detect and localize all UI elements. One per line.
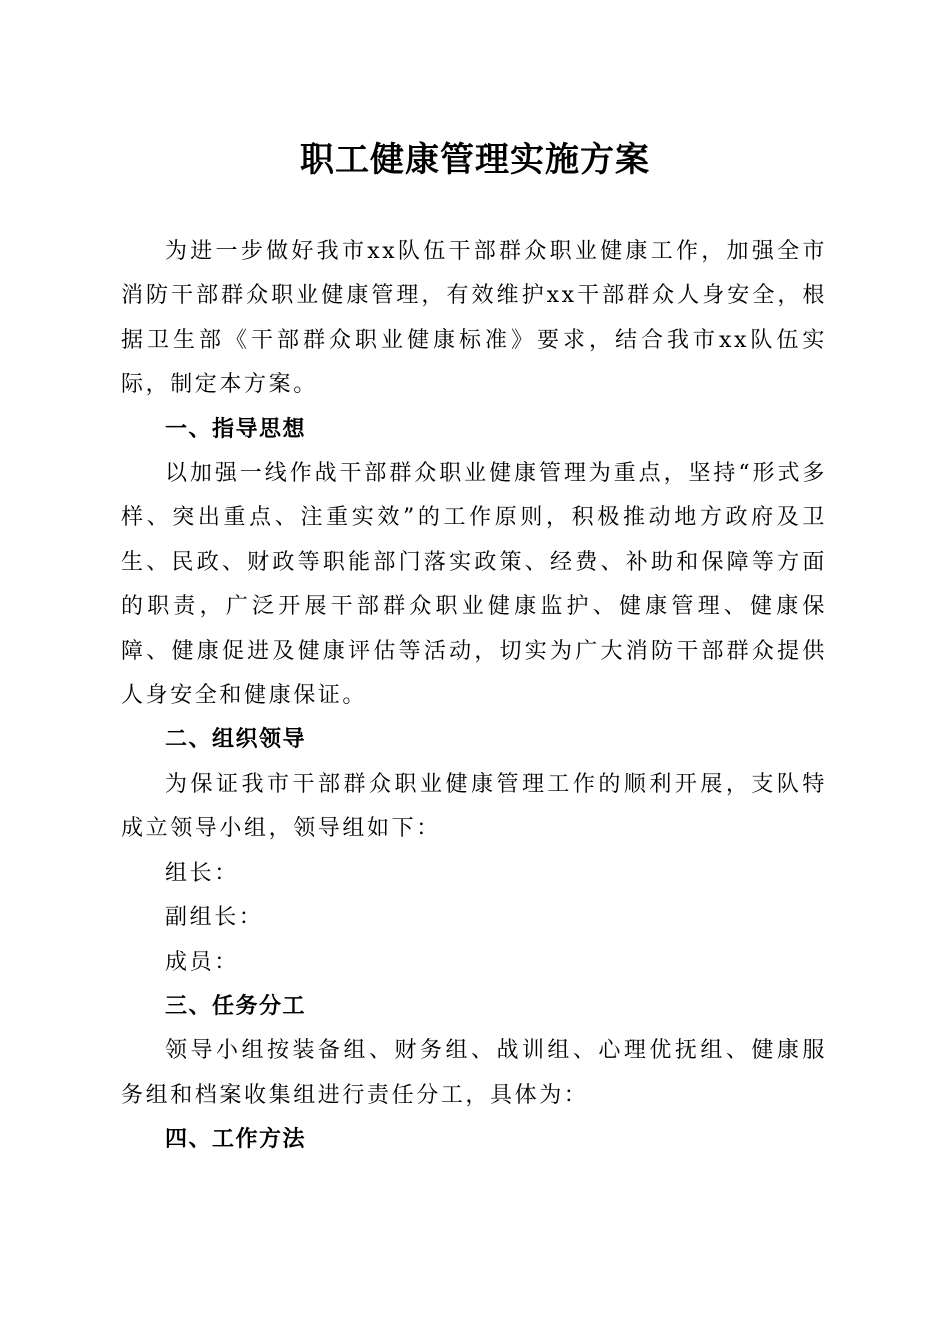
section-paragraph-organization: 为保证我市干部群众职业健康管理工作的顺利开展，支队特成立领导小组，领导组如下： (121, 771, 827, 842)
document-title: 职工健康管理实施方案 (300, 140, 650, 180)
section-heading-organization: 二、组织领导 (165, 727, 307, 753)
field-members: 成员： (165, 949, 239, 975)
document-body (121, 230, 827, 1163)
intro-paragraph: 为进一步做好我市xx队伍干部群众职业健康工作，加强全市消防干部群众职业健康管理，有效维护xx干部群众人身安全，根据卫生部《干部群众职业健康标准》要求，结合我市xx队伍实际，制定本方案。 (121, 239, 827, 398)
section-heading-task-division: 三、任务分工 (165, 993, 307, 1019)
section-paragraph-task-division: 领导小组按装备组、财务组、战训组、心理优抚组、健康服务组和档案收集组进行责任分工，具体为： (121, 1038, 827, 1108)
section-heading-work-methods: 四、工作方法 (165, 1127, 307, 1153)
field-deputy-leader: 副组长： (165, 905, 264, 931)
section-heading-guiding-ideology: 一、指导思想 (165, 416, 307, 442)
section-paragraph-guiding-ideology: 以加强一线作战干部群众职业健康管理为重点，坚持“形式多样、突出重点、注重实效”的工作原则，积极推动地方政府及卫生、民政、财政等职能部门落实政策、经费、补助和保障等方面的职责，广泛开展干部群众职业健康监护、健康管理、健康保障、健康促进及健康评估等活动，切实为广大消防干部群众提供人身安全和健康保证。 (121, 461, 827, 709)
field-team-leader: 组长： (165, 860, 239, 886)
